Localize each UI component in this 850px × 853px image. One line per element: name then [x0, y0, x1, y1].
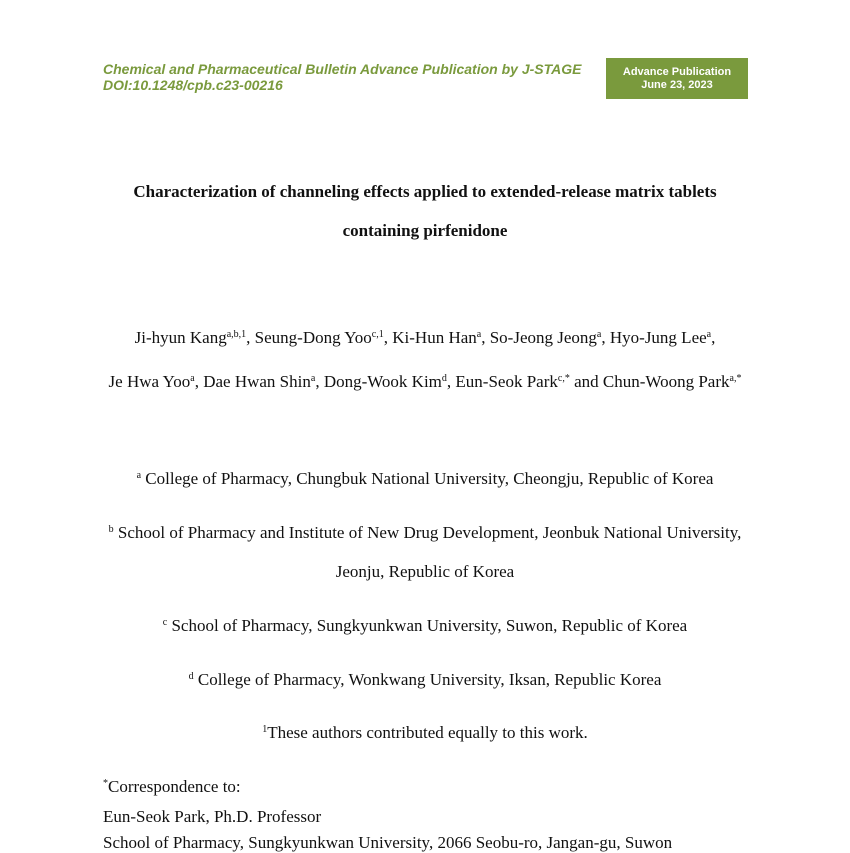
author-line-2	[0, 372, 850, 392]
author-separator: ,	[601, 328, 610, 347]
advance-publication-badge	[606, 58, 748, 99]
paper-title-line-2: containing pirfenidone	[342, 221, 508, 240]
author-affiliation-mark: a,b,1	[226, 329, 247, 340]
author-affiliation-mark: a	[310, 373, 316, 384]
author-name: So-Jeong Jeong	[489, 328, 597, 347]
author-separator: ,	[315, 372, 324, 391]
affiliation-mark: d	[188, 671, 194, 682]
author-affiliation-mark: c,1	[371, 329, 384, 340]
author-separator: ,	[446, 372, 456, 391]
author-affiliation-mark: a	[476, 329, 482, 340]
author-name: Ki-Hun Han	[392, 328, 477, 347]
author-name: Je Hwa Yoo	[108, 372, 191, 391]
journal-name: Chemical and Pharmaceutical Bulletin Advance Publication by J-STAGE	[103, 61, 582, 77]
author-separator: and	[569, 372, 603, 391]
affiliation-text: School of Pharmacy and Institute of New Drug Development, Jeonbuk National University,	[113, 523, 742, 542]
note-text: These authors contributed equally to this work.	[267, 723, 588, 742]
note-mark: 1	[262, 724, 268, 735]
affiliation-mark: c	[162, 617, 168, 628]
author-name: Eun-Seok Park	[455, 372, 558, 391]
badge-label: Advance Publication	[622, 66, 732, 78]
author-affiliation-mark: d	[441, 373, 447, 384]
author-name: Hyo-Jung Lee	[609, 328, 707, 347]
author-line-1	[0, 328, 850, 348]
affiliation-mark: a	[136, 470, 142, 481]
author-separator: ,	[383, 328, 393, 347]
author-name: Seung-Dong Yoo	[254, 328, 372, 347]
affiliation-text: College of Pharmacy, Wonkwang University, Iksan, Republic Korea	[193, 670, 662, 689]
correspondence-name: Eun-Seok Park, Ph.D. Professor	[103, 807, 322, 826]
doi: DOI:10.1248/cpb.c23-00216	[103, 77, 283, 93]
correspondence-address: School of Pharmacy, Sungkyunkwan University, 2066 Seobu-ro, Jangan-gu, Suwon	[103, 833, 673, 852]
affiliation-a	[0, 469, 850, 489]
affiliation-b	[0, 523, 850, 543]
journal-header	[103, 61, 581, 93]
affiliation-text: School of Pharmacy, Sungkyunkwan University, Suwon, Republic of Korea	[167, 616, 688, 635]
equal-contribution-note	[0, 723, 850, 743]
correspondence-mark: *	[103, 778, 108, 789]
affiliation-d	[0, 670, 850, 690]
author-affiliation-mark: a	[706, 329, 712, 340]
author-affiliation-mark: c,*	[557, 373, 570, 384]
correspondence-label-text: Correspondence to:	[108, 777, 241, 796]
author-affiliation-mark: a	[596, 329, 602, 340]
author-separator: ,	[246, 328, 255, 347]
author-name: Chun-Woong Park	[602, 372, 730, 391]
author-separator: ,	[194, 372, 204, 391]
author-separator: ,	[481, 328, 490, 347]
affiliation-mark: b	[108, 524, 114, 535]
affiliation-c	[0, 616, 850, 636]
correspondence-label	[103, 777, 241, 797]
author-name: Dong-Wook Kim	[323, 372, 442, 391]
author-affiliation-mark: a,*	[729, 373, 742, 384]
affiliation-b-continued: Jeonju, Republic of Korea	[335, 562, 515, 581]
paper-title-line-1: Characterization of channeling effects applied to extended-release matrix tablets	[133, 182, 717, 201]
author-name: Ji-hyun Kang	[134, 328, 227, 347]
affiliation-text: College of Pharmacy, Chungbuk National University, Cheongju, Republic of Korea	[141, 469, 714, 488]
author-name: Dae Hwan Shin	[203, 372, 311, 391]
author-affiliation-mark: a	[190, 373, 195, 384]
badge-date: June 23, 2023	[641, 79, 713, 91]
author-separator: ,	[711, 328, 716, 347]
